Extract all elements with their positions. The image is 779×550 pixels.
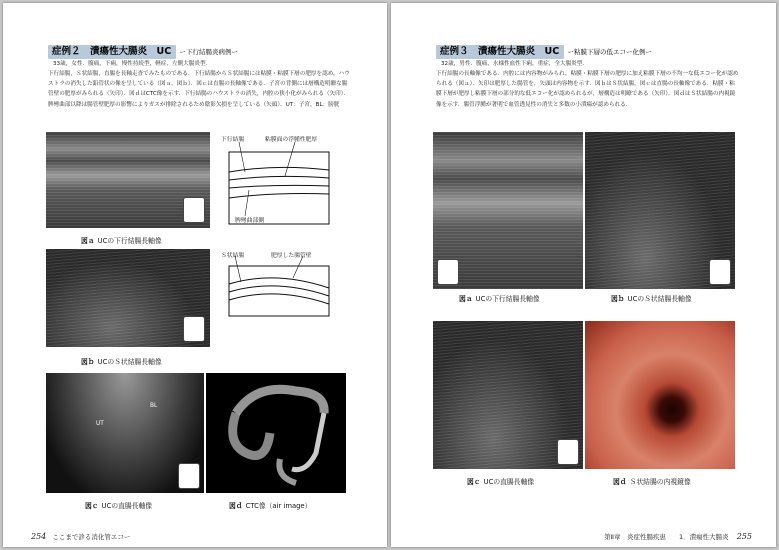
diagram-a-label-3: 脾彎曲部側 [235,218,264,224]
figure-b-label: 図ｂ [611,295,625,303]
diagram-a-label-2: 粘膜面の浮腫性肥厚 [265,137,318,143]
figure-c-caption [85,500,152,510]
patient-info: 32歳，男性．腹痛，水様性血性下痢，重症，全大腸炎型． [441,61,588,67]
ut-label: UT [96,421,104,427]
figure-c-label: 図ｃ [467,478,481,486]
endoscopy-image-d [585,321,735,469]
figure-b-text: UCのＳ状結腸長軸像 [627,295,692,303]
figure-c-text: UCの直腸長軸像 [483,478,535,486]
ultrasound-image-a [46,132,210,228]
page-number: 255 [736,532,752,541]
right-page [391,3,776,547]
figure-d-caption [613,476,691,486]
diagram-b-label-2: 肥厚した腸管壁 [271,253,312,259]
page-number: 254 [31,532,47,541]
patient-info: 33歳，女性．腹痛，下痢，慢性持続型，軽症，左側大腸炎型． [53,61,212,67]
figure-a-caption [459,293,540,303]
figure-b-text: UCのＳ状結腸長軸像 [97,358,162,366]
figure-d-label: 図ｄ [229,502,243,510]
figure-b-caption [611,293,692,303]
diagram-b-label-1: Ｓ状結腸 [221,253,245,259]
colon-logo-icon [437,259,459,285]
figure-d-label: 図ｄ [613,478,627,486]
figure-d-text: Ｓ状結腸の内視鏡像 [629,478,691,486]
figure-b-label: 図ｂ [81,358,95,366]
colon-logo-icon [178,463,200,489]
figure-a-label: 図ａ [459,295,473,303]
chapter-title: 第Ⅱ章 炎症性腸疾患 1．潰瘍性大腸炎 [604,533,729,541]
case-description: 下行結腸の長軸像である．内腔には内容物がみられ，粘膜・粘膜下層の肥厚に加え粘膜下層の不均一な低エコー化が認められる（図ａ）．矢印は肥厚した腸管を，矢頭は内容物を示す．図ｂはＳ状結腸，図ｃは直腸の長軸像である．粘膜・粘膜下層が肥厚し粘膜下層の部分的な低エコー化が認められるが，層構造は明瞭である（矢印）．図ｄはＳ状結腸の内視鏡像を示す．腸管浮腫が著明で血管透見性の消失と多数の小潰瘍が認められる． [436,71,739,108]
colon-logo-icon [183,197,205,223]
diagram-a [215,132,333,228]
case-title: 症例２ 潰瘍性大腸炎 UC [48,45,176,59]
bl-label: BL [150,403,158,409]
case-subtitle: ー粘膜下層の低エコー化例ー [567,48,652,56]
figure-b-caption [81,356,162,366]
left-footer [31,532,130,541]
colon-3d-render [206,373,346,493]
colon-logo-icon [183,316,205,342]
left-page [3,3,387,547]
case-subtitle: ー下行結腸炎病例ー [179,48,238,56]
diagram-b [215,248,333,346]
ultrasound-image-c [433,321,583,469]
figure-c-caption [467,476,534,486]
case-description: 下行結腸，Ｓ状結腸，直腸を長軸走査でみたものである．下行結腸からＳ状結腸には粘膜・粘膜下層の肥厚を認め，ハウストラの消失した鉛管状の像を呈している（図ａ，図ｂ）．図ｃは直腸の長軸像である．子宮の背側には層構造明瞭な腸管壁の肥厚がみられる（矢印）．図ｄはCTC像を示す．下行結腸のハウストラの消失，内腔の狭小化がみられる（矢印）．脾彎曲部以降は腸管壁肥厚の影響によりガスが排除されるため陰影欠損を呈している（矢頭）．UT：子宮，BL：膀胱 [48,71,350,108]
case-title: 症例３ 潰瘍性大腸炎 UC [436,45,564,59]
ultrasound-image-c [46,373,204,493]
figure-a-caption [81,235,162,245]
ultrasound-image-b [585,132,735,289]
figure-a-text: UCの下行結腸長軸像 [475,295,540,303]
figure-d-caption [229,500,311,510]
figure-c-label: 図ｃ [85,502,99,510]
book-title: ここまで診る消化管エコー [52,533,131,541]
figure-c-text: UCの直腸長軸像 [101,502,153,510]
ultrasound-image-a [433,132,583,289]
figure-d-text: CTC像（air image） [245,502,312,510]
colon-logo-icon [709,259,731,285]
diagram-a-label-1: 下行結腸 [221,137,245,143]
ultrasound-image-b [46,249,210,347]
ctc-image-d [206,373,346,493]
case-header [436,45,652,59]
colon-logo-icon [557,439,579,465]
figure-a-label: 図ａ [81,237,95,245]
right-footer [604,532,752,541]
case-header [48,45,238,59]
figure-a-text: UCの下行結腸長軸像 [97,237,162,245]
